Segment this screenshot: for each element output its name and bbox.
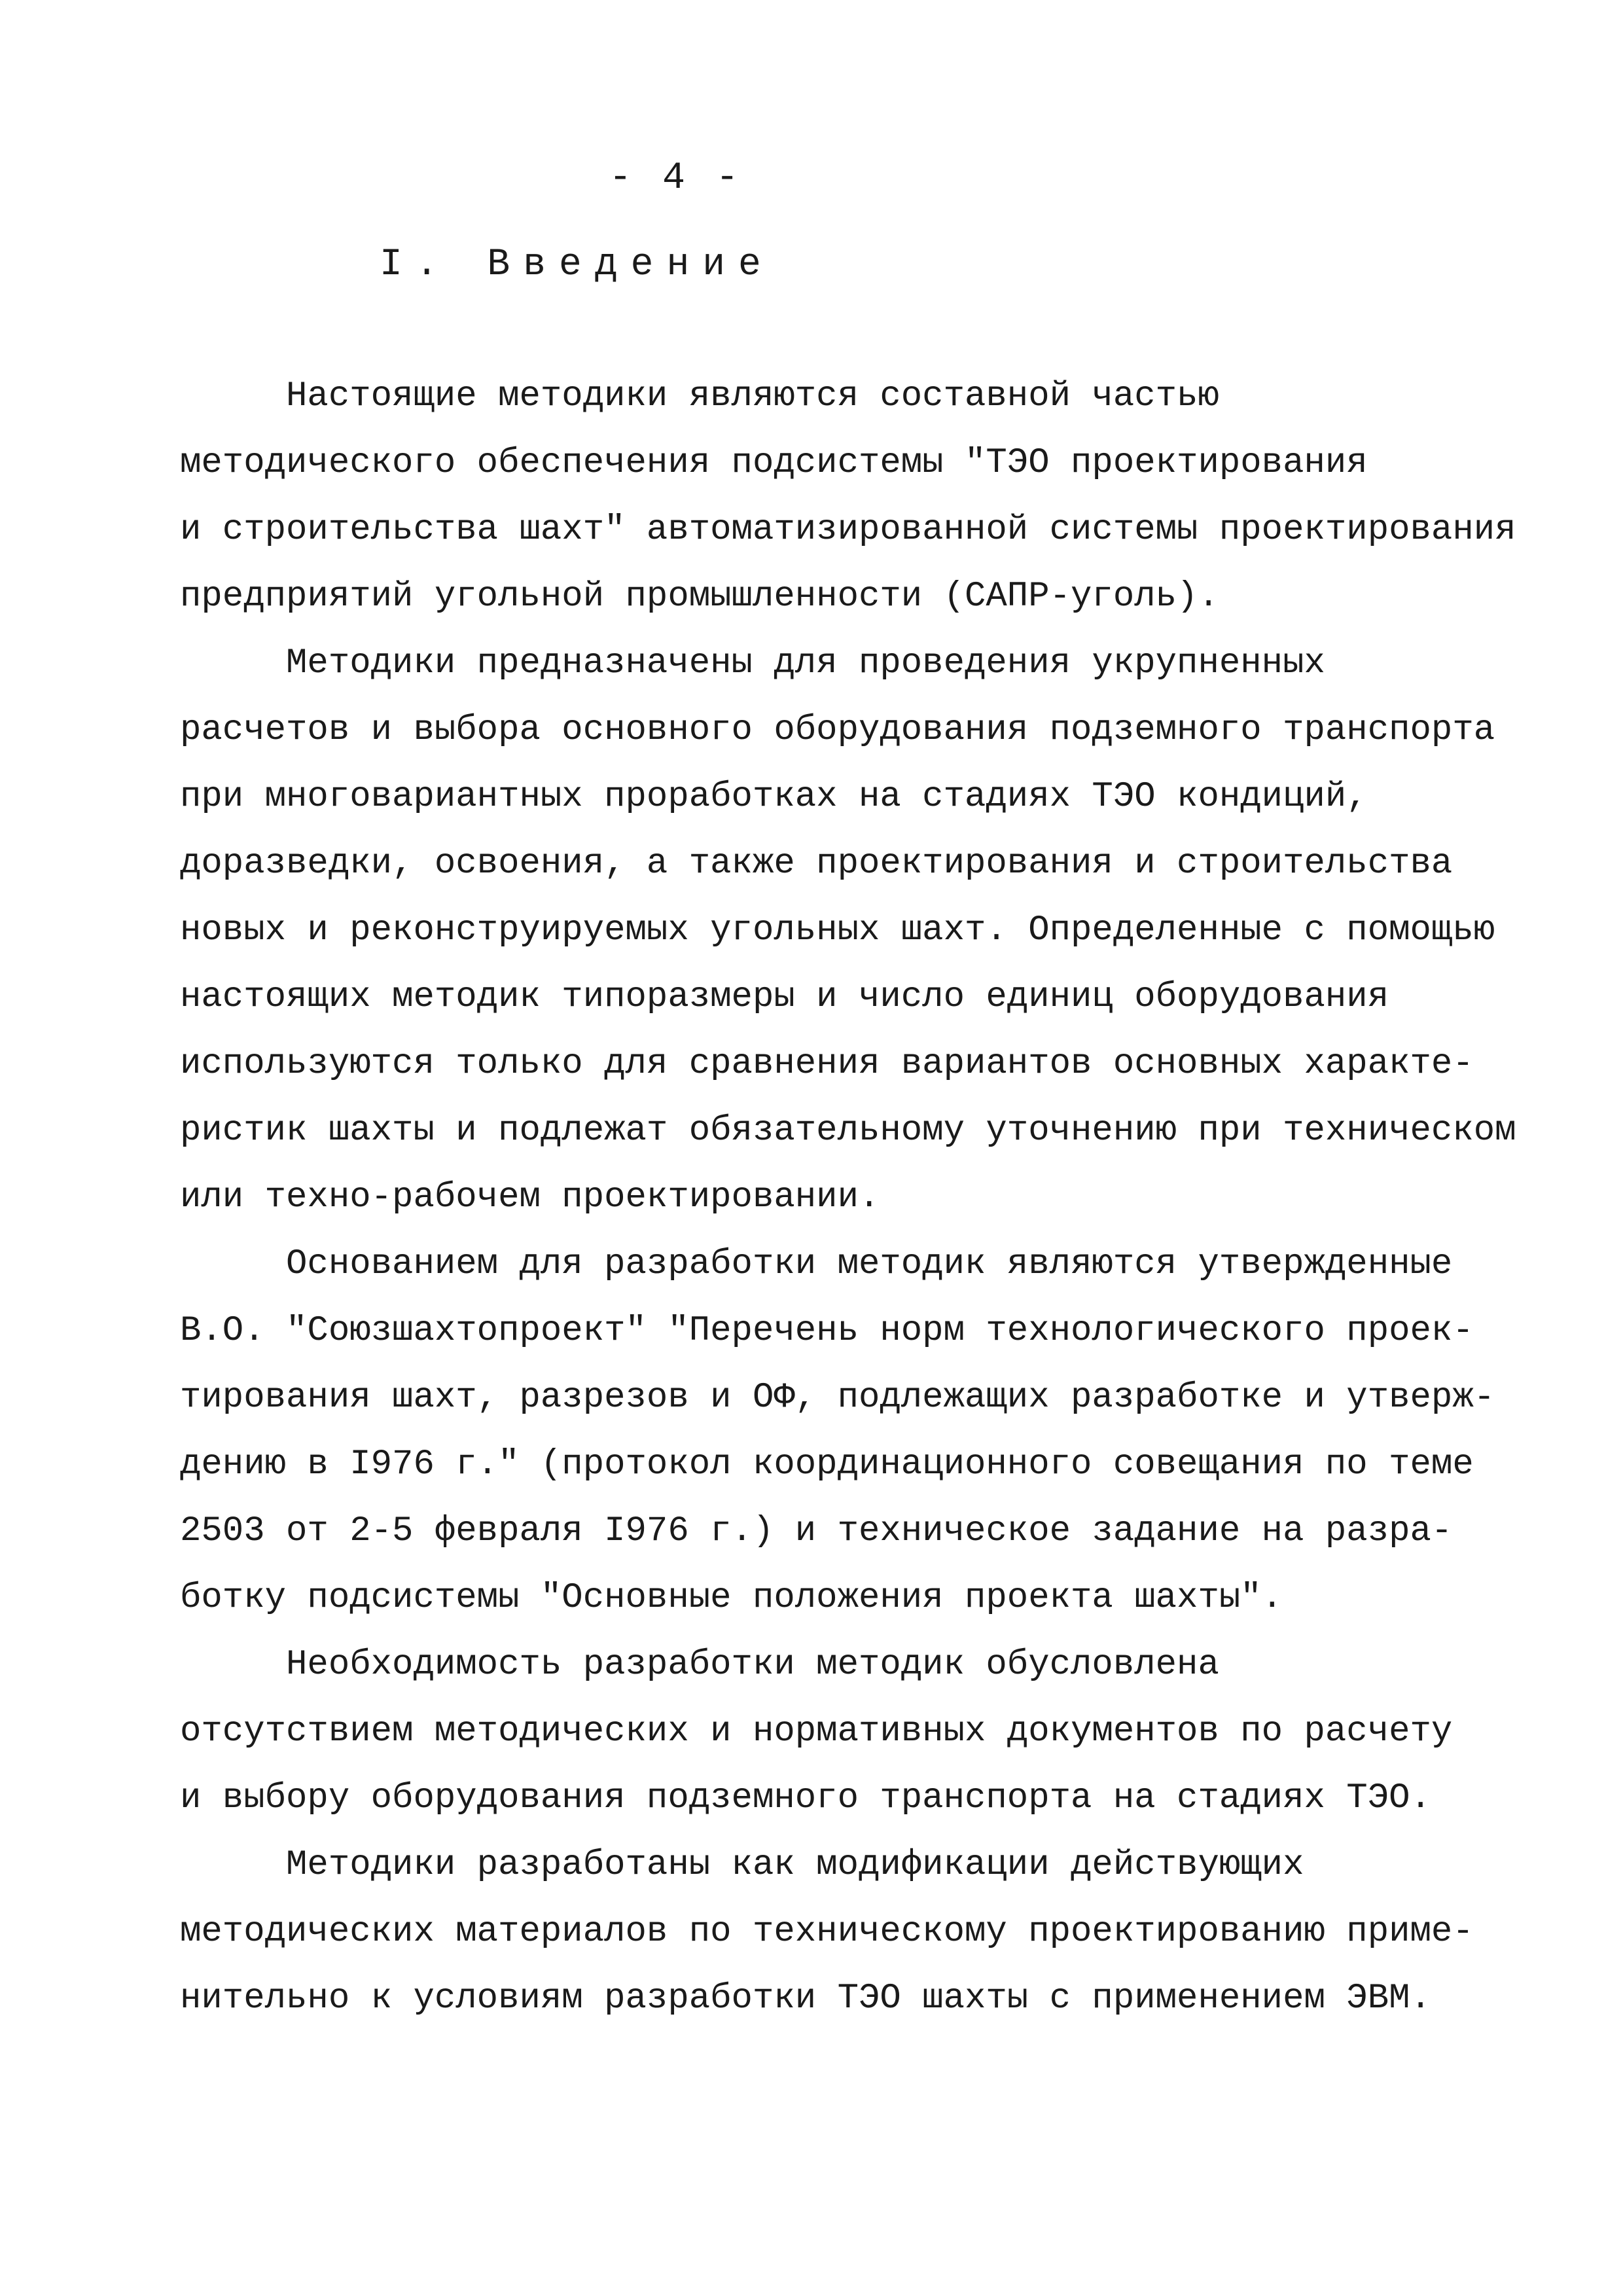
text-line: расчетов и выбора основного оборудования подземного транспорта	[180, 710, 1495, 750]
text-line: ристик шахты и подлежат обязательному уточнению при техническом	[180, 1111, 1516, 1151]
text-line: Настоящие методики являются составной частью	[180, 376, 1219, 416]
paragraph-2	[180, 630, 1516, 1231]
text-line: 2503 от 2-5 февраля I976 г.) и техническое задание на разра-	[180, 1511, 1453, 1551]
text-line: методического обеспечения подсистемы "ТЭО проектирования	[180, 443, 1368, 483]
text-line: тирования шахт, разрезов и ОФ, подлежащих разработке и утверж-	[180, 1378, 1495, 1418]
body-text	[180, 363, 1516, 2032]
text-line: нительно к условиям разработки ТЭО шахты с применением ЭВМ.	[180, 1979, 1431, 2018]
text-line: при многовариантных проработках на стадиях ТЭО кондиций,	[180, 777, 1368, 817]
text-line: доразведки, освоения, а также проектирования и строительства	[180, 844, 1453, 884]
text-line: Методики разработаны как модификации действующих	[180, 1845, 1304, 1885]
text-line: методических материалов по техническому проектированию приме-	[180, 1912, 1474, 1952]
paragraph-3	[180, 1231, 1495, 1632]
paragraph-5	[180, 1832, 1489, 2032]
text-line: новых и реконструируемых угольных шахт. Определенные с помощью	[180, 910, 1495, 950]
text-line: настоящих методик типоразмеры и число единиц оборудования	[180, 977, 1389, 1017]
text-line: ботку подсистемы "Основные положения проекта шахты".	[180, 1578, 1283, 1618]
text-line: используются только для сравнения вариантов основных характе-	[180, 1044, 1474, 1084]
text-line: или техно-рабочем проектировании.	[180, 1177, 880, 1217]
text-line: отсутствием методических и нормативных документов по расчету	[180, 1712, 1453, 1751]
text-line: Методики предназначены для проведения укрупненных	[180, 643, 1325, 683]
text-line: Основанием для разработки методик являются утвержденные	[180, 1244, 1453, 1284]
text-line: Необходимость разработки методик обусловлена	[180, 1645, 1219, 1685]
paragraph-1	[180, 363, 1516, 630]
paragraph-4	[180, 1632, 1489, 1832]
section-title: I. Введение	[380, 243, 774, 286]
text-line: и строительства шахт" автоматизированной системы проектирования	[180, 510, 1516, 550]
text-line: предприятий угольной промышленности (САПР-уголь).	[180, 577, 1219, 617]
text-line: дению в I976 г." (протокол координационного совещания по теме	[180, 1444, 1474, 1484]
text-line: и выбору оборудования подземного транспорта на стадиях ТЭО.	[180, 1778, 1431, 1818]
text-line: В.О. "Союзшахтопроект" "Перечень норм технологического проек-	[180, 1311, 1474, 1351]
page-number: - 4 -	[609, 157, 743, 200]
